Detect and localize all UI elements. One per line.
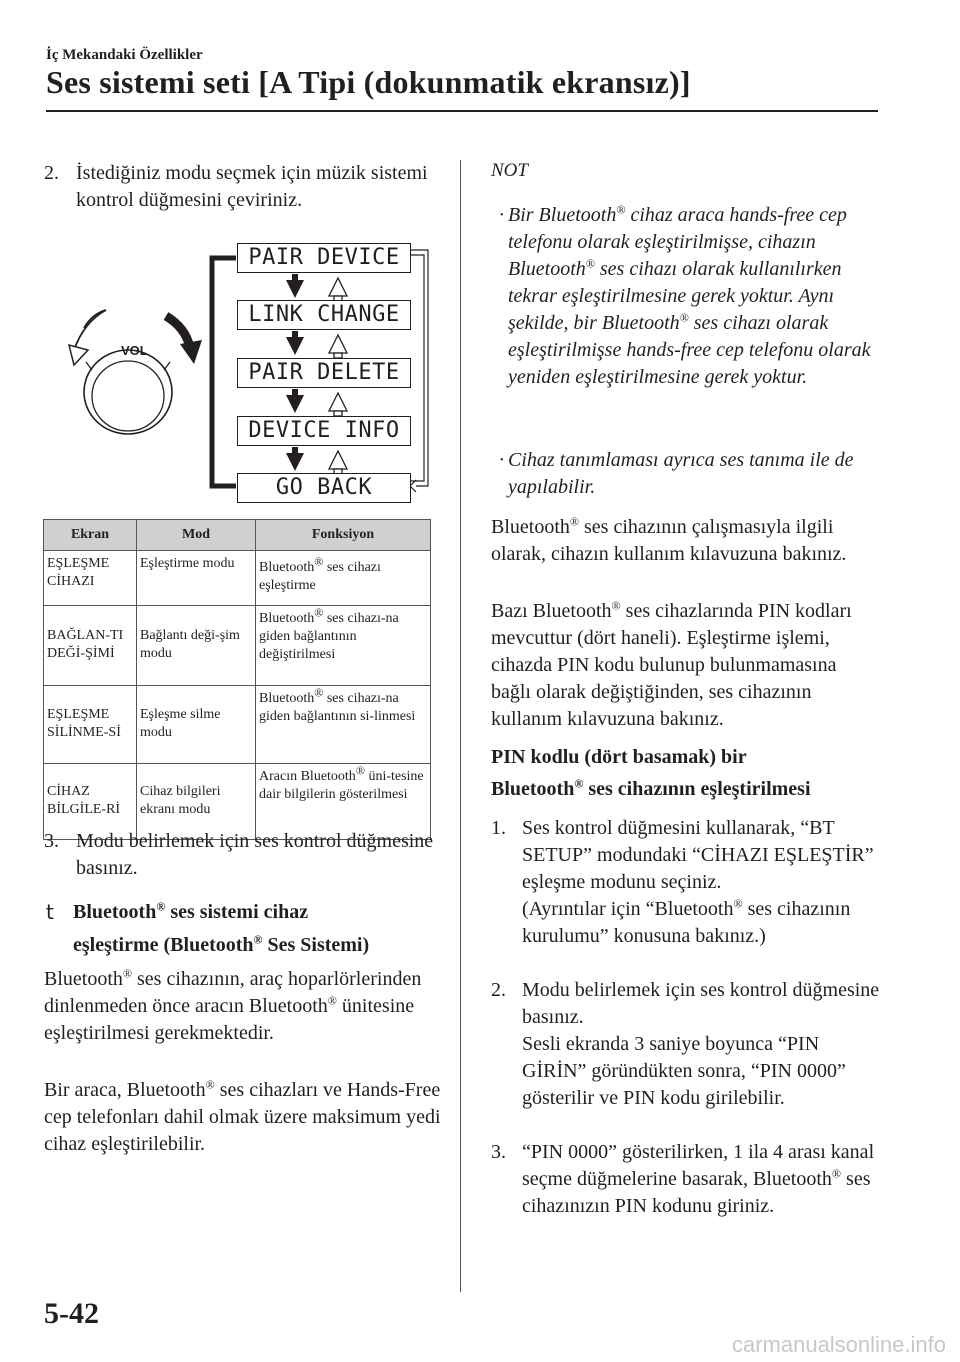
table-header-row: [44, 520, 431, 551]
column-divider: [460, 160, 461, 1292]
right-step-2: 2. Modu belirlemek için ses kontrol düğmesine basınız. Sesli ekranda 3 saniye boyunca “PIN GİRİN” göründükten sonra, “PIN 0000” gösterilir ve PIN kodu girilebilir.: [491, 979, 880, 1109]
table-header: Fonksiyon: [256, 520, 431, 551]
step-number: 3.: [44, 830, 59, 852]
section-label: İç Mekandaki Özellikler: [46, 47, 203, 63]
step-number: 2.: [44, 162, 59, 184]
note-title: NOT: [491, 160, 528, 181]
screen-pair-delete: PAIR DELETE: [237, 358, 411, 388]
right-paragraph-2: Bazı Bluetooth® ses cihazlarında PIN kodları mevcuttur (dört haneli). Eşleştirme işlemi, cihazda PIN kodu bulunup bulunmamasına bağlı olarak değiştiğinden, ses cihazının kullanım kılavuzuna bakınız.: [491, 598, 852, 730]
table-cell: Aracın Bluetooth® üni-tesine dair bilgilerin gösterilmesi: [256, 764, 431, 840]
table-cell: Bluetooth® ses cihazı eşleştirme: [256, 551, 431, 606]
left-step-2: [44, 160, 444, 214]
watermark: carmanualsonline.info: [731, 1332, 946, 1357]
table-cell: Bluetooth® ses cihazı-na giden bağlantının değiştirilmesi: [256, 606, 431, 686]
screen-link-change: LINK CHANGE: [237, 300, 411, 330]
screen-device-info: DEVICE INFO: [237, 416, 411, 446]
left-step-3: [44, 828, 444, 882]
right-step-3: 3. “PIN 0000” gösterilirken, 1 ila 4 arası kanal seçme düğmelerine basarak, Bluetooth® ses cihazınızın PIN kodunu giriniz.: [491, 1141, 875, 1217]
right-step-1: 1. Ses kontrol düğmesini kullanarak, “BT SETUP” modundaki “CİHAZI EŞLEŞTİR” eşleşme modunu seçiniz. (Ayrıntılar için “Bluetooth® ses cihazının kurulumu” konusuna bakınız.): [491, 817, 874, 947]
mode-selection-figure: [44, 240, 444, 505]
note-bullet-2: · Cihaz tanımlaması ayrıca ses tanıma ile de yapılabilir.: [499, 449, 854, 498]
screen-go-back: GO BACK: [237, 473, 411, 503]
table-cell: BAĞLAN-TI DEĞİ-ŞİMİ: [44, 606, 137, 686]
page-title: Ses sistemi seti [A Tipi (dokunmatik ekransız)]: [46, 64, 691, 100]
table-row: [44, 686, 431, 764]
step-text: Modu belirlemek için ses kontrol düğmesine basınız.: [76, 830, 434, 879]
left-paragraph-2: Bir araca, Bluetooth® ses cihazları ve Hands-Free cep telefonları dahil olmak üzere maksimum yedi cihaz eşleştirilebilir.: [44, 1077, 441, 1155]
note-bullet-1: · Bir Bluetooth® cihaz araca hands-free cep telefonu olarak eşleştirilmişse, cihazın Bluetooth® ses cihazı olarak kullanılırken tekrar eşleştirilmesine gerek yoktur. Aynı şekilde, bir Bluetooth® ses cihazı olarak eşleştirilmişse hands-free cep telefonu olarak yeniden eşleştirilmesine gerek yoktur.: [499, 202, 871, 388]
table-cell: Cihaz bilgileri ekranı modu: [137, 764, 256, 840]
table-cell: EŞLEŞME SİLİNME-Sİ: [44, 686, 137, 764]
table-cell: EŞLEŞME CİHAZI: [44, 551, 137, 606]
bluetooth-pairing-heading: t Bluetooth® ses sistemi cihaz eşleştirme (Bluetooth® Ses Sistemi): [46, 896, 446, 962]
vol-label: VOL: [121, 343, 148, 358]
table-cell: Bluetooth® ses cihazı-na giden bağlantının si-linmesi: [256, 686, 431, 764]
right-paragraph-1: Bluetooth® ses cihazının çalışmasıyla ilgili olarak, cihazın kullanım kılavuzuna bakınız.: [491, 514, 847, 565]
step-text: İstediğiniz modu seçmek için müzik sistemi kontrol düğmesini çeviriniz.: [76, 162, 428, 211]
mode-table: [43, 519, 431, 840]
table-row: [44, 551, 431, 606]
table-row: [44, 606, 431, 686]
page-number: 5-42: [44, 1297, 99, 1330]
table-header: Ekran: [44, 520, 137, 551]
table-cell: CİHAZ BİLGİLE-Rİ: [44, 764, 137, 840]
pin-pairing-heading: PIN kodlu (dört basamak) bir Bluetooth® ses cihazının eşleştirilmesi: [491, 746, 811, 800]
screen-pair-device: PAIR DEVICE: [237, 243, 411, 273]
table-header: Mod: [137, 520, 256, 551]
left-paragraph-1: Bluetooth® ses cihazının, araç hoparlörlerinden dinlenmeden önce aracın Bluetooth® ünitesine eşleştirilmesi gerekmektedir.: [44, 966, 422, 1044]
title-rule: [46, 110, 878, 112]
heading-marker: t: [46, 900, 54, 924]
table-cell: Eşleşme silme modu: [137, 686, 256, 764]
table-cell: Bağlantı deği-şim modu: [137, 606, 256, 686]
table-cell: Eşleştirme modu: [137, 551, 256, 606]
